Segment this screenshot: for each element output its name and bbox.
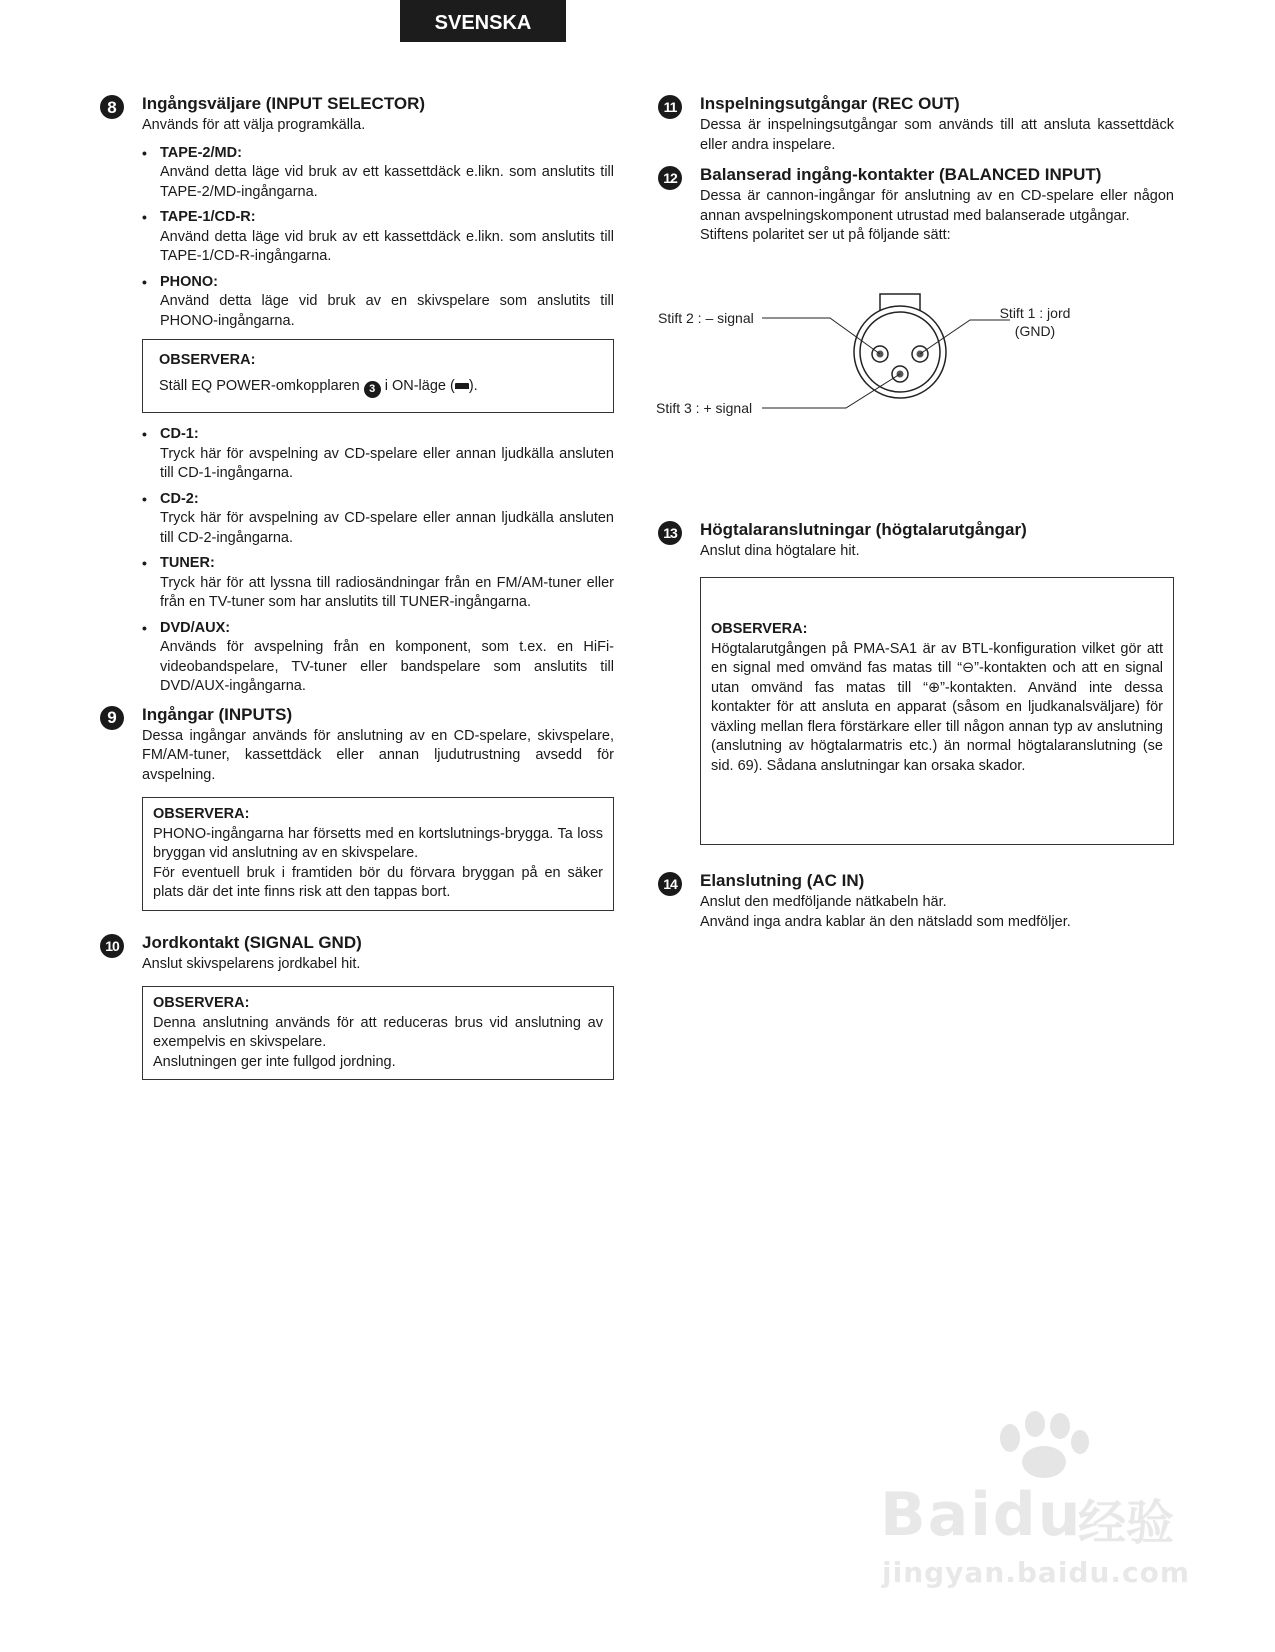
note-text: Ställ EQ POWER-omkopplaren 3 i ON-läge ( ). (159, 377, 597, 398)
item-text: Använd detta läge vid bruk av ett kassettdäck e.likn. som anslutits till TAPE-2/MD-ingångarna. (160, 164, 614, 200)
note-title: OBSERVERA: (153, 995, 250, 1011)
section-input-selector-cont (100, 425, 614, 697)
section-input-selector (100, 92, 614, 331)
section-description: Anslut skivspelarens jordkabel hit. (142, 955, 361, 972)
item-text: Använd detta läge vid bruk av ett kassettdäck e.likn. som anslutits till TAPE-1/CD-R-ingångarna. (160, 228, 614, 264)
list-item (142, 490, 614, 549)
section-heading: Jordkontakt (SIGNAL GND) (142, 932, 362, 952)
baidu-watermark (880, 1410, 1200, 1600)
section-description: Används för att välja programkälla. (142, 117, 366, 133)
right-column (658, 92, 1174, 932)
bullet-icon: • (142, 426, 147, 442)
list-item (142, 208, 614, 267)
section-description-2: Stiftens polaritet ser ut på följande sätt: (700, 227, 951, 243)
note-text: Denna anslutning används för att reduceras brus vid anslutning av exempelvis en skivspelare. (153, 1014, 603, 1050)
watermark-url: jingyan.baidu.com (882, 1556, 1191, 1589)
bullet-icon: • (142, 619, 147, 636)
note-btl (700, 577, 1174, 845)
section-heading: Elanslutning (AC IN) (700, 871, 865, 890)
item-text: Använd detta läge vid bruk av en skivspelare som anslutits till PHONO-ingångarna. (160, 293, 614, 329)
section-description-2: Använd inga andra kablar än den nätsladd som medföljer. (700, 913, 1071, 930)
note-phono-bridge (142, 797, 614, 911)
list-item (142, 554, 614, 613)
item-text: Tryck här för avspelning av CD-spelare eller annan ljudkälla ansluten till CD-2-ingångarna. (160, 510, 614, 546)
section-number-14: 14 (658, 872, 682, 896)
item-text: Tryck här för avspelning av CD-spelare eller annan ljudkälla ansluten till CD-1-ingångarna. (160, 445, 614, 481)
note-text: För eventuell bruk i framtiden bör du förvara bryggan på en säker plats där det inte finns risk att den tappas bort. (153, 864, 603, 900)
pin1-label: Stift 1 : jord (GND) (999, 304, 1071, 339)
item-label: TAPE-1/CD-R: (160, 209, 256, 225)
watermark-sub: 经验 (1078, 1495, 1175, 1551)
item-label: TAPE-2/MD: (160, 144, 242, 161)
section-number-12: 12 (658, 166, 682, 190)
list-item (142, 619, 614, 697)
section-heading: Inspelningsutgångar (REC OUT) (700, 94, 960, 113)
paw-icon (980, 1410, 1100, 1480)
language-tab: SVENSKA (400, 0, 566, 42)
list-item (142, 273, 614, 332)
note-eq-power (142, 339, 614, 413)
section-heading: Balanserad ingång-kontakter (BALANCED INPUT) (700, 165, 1102, 184)
note-text: Anslutningen ger inte fullgod jordning. (153, 1053, 396, 1070)
section-number-9: 9 (100, 706, 124, 730)
section-inputs (100, 703, 614, 786)
note-text: PHONO-ingångarna har försetts med en kortslutnings-brygga. Ta loss bryggan vid anslutning av en skivspelare. (153, 825, 603, 861)
item-text: Tryck här för att lyssna till radiosändningar från en FM/AM-tuner eller från en TV-tuner som har anslutits till TUNER-ingångarna. (160, 574, 614, 610)
section-number-11: 11 (658, 95, 682, 119)
section-description: Dessa är cannon-ingångar för anslutning av en CD-spelare eller någon annan avspelningskomponent utrustad med balanserade utgångar. (700, 188, 1174, 224)
section-number-10: 10 (100, 934, 124, 958)
note-title: OBSERVERA: (153, 806, 250, 822)
section-ac-in (658, 869, 1174, 932)
note-title: OBSERVERA: (159, 352, 256, 368)
list-item (142, 425, 614, 484)
ref-number-3: 3 (364, 381, 381, 398)
note-text: Högtalarutgången på PMA-SA1 är av BTL-konfiguration vilket gör att en signal med omvänd fas matas till “⊖”-kontakten och att en signal utan omvänd fas matas till “⊕”-kontakten. Använd inte dessa kontakter för att ansluta en apparat (såsom en ljudkanalsväljare) för växling mellan flera förstärkare eller till någon annan typ av anslutning (anslutning av högtalarmatris etc.) än normal högtalaranslutning (se sid. 69). Sådana anslutningar kan orsaka skador. (711, 640, 1163, 774)
section-speaker-terminals (658, 518, 1174, 562)
watermark-brand: Baidu (880, 1480, 1083, 1550)
left-column (100, 92, 614, 1080)
bullet-icon: • (142, 144, 147, 161)
section-signal-gnd (100, 931, 614, 975)
list-item (142, 144, 614, 203)
item-text: Används för avspelning från en komponent, som t.ex. en HiFi-videobandspelare, TV-tuner eller bandspelare som anslutits till DVD/AUX-ingångarna. (160, 639, 614, 694)
bullet-icon: • (142, 209, 147, 225)
section-number-8: 8 (100, 95, 124, 119)
item-label: DVD/AUX: (160, 619, 231, 636)
section-number-13: 13 (658, 521, 682, 545)
pin3-label: Stift 3 : + signal (656, 399, 753, 416)
item-label: TUNER: (160, 555, 215, 571)
section-description: Anslut den medföljande nätkabeln här. (700, 894, 947, 910)
bullet-icon: • (142, 555, 147, 571)
section-description: Dessa är inspelningsutgångar som används till att ansluta kassettdäck eller andra inspelare. (700, 117, 1174, 153)
item-label: PHONO: (160, 273, 218, 290)
section-description: Dessa ingångar används för anslutning av en CD-spelare, skivspelare, FM/AM-tuner, kassettdäck eller annan ljudutrustning avsedd för avspelning. (142, 727, 614, 783)
section-description: Anslut dina högtalare hit. (700, 542, 860, 559)
bullet-icon: • (142, 490, 147, 507)
item-label: CD-2: (160, 490, 199, 507)
note-title: OBSERVERA: (711, 621, 808, 637)
section-balanced-input (658, 163, 1174, 246)
note-signal-gnd (142, 986, 614, 1080)
pin2-label: Stift 2 : – signal (658, 309, 754, 326)
bullet-icon: • (142, 273, 147, 290)
section-heading: Högtalaranslutningar (högtalarutgångar) (700, 519, 1027, 539)
item-label: CD-1: (160, 426, 199, 442)
xlr-pin-diagram (658, 290, 1174, 520)
switch-on-icon (455, 383, 469, 389)
section-rec-out (658, 92, 1174, 155)
section-heading: Ingångar (INPUTS) (142, 704, 293, 724)
section-heading: Ingångsväljare (INPUT SELECTOR) (142, 94, 426, 113)
